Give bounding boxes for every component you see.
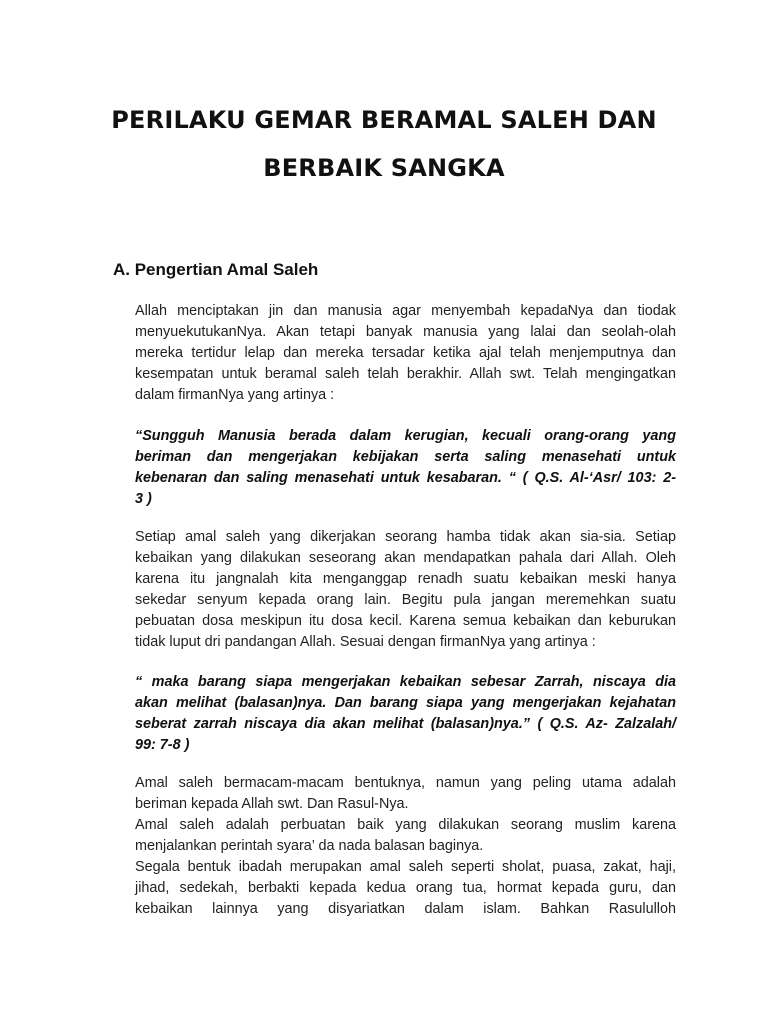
text-line: Amal saleh adalah perbuatan baik yang dilakukan seorang muslim karena xyxy=(135,817,676,833)
paragraph-3 xyxy=(135,773,676,815)
text-line: Allah menciptakan jin dan manusia agar menyembah kepadaNya dan tiodak xyxy=(135,303,676,319)
quote-line: akan melihat (balasan)nya. Dan barang siapa yang mengerjakan kejahatan xyxy=(135,694,676,711)
text-line: mereka tertidur lelap dan mereka tersadar ketika ajal telah menjemputnya dan xyxy=(135,344,676,361)
quote-line: 3 ) xyxy=(135,490,152,507)
text-line: dalam firmanNya yang artinya : xyxy=(135,386,335,403)
text-line: sekedar senyum kepada orang lain. Begitu pula jangan meremehkan suatu xyxy=(135,591,676,608)
quote-line: “ maka barang siapa mengerjakan kebaikan sebesar Zarrah, niscaya dia xyxy=(135,674,676,690)
quote-line: kebenaran dan saling menasehati untuk kesabaran. “ ( Q.S. Al-‘Asr/ 103: 2- xyxy=(135,469,676,486)
text-line: kesempatan untuk beramal saleh telah berakhir. Allah swt. Telah mengingatkan xyxy=(135,365,676,382)
text-line: Segala bentuk ibadah merupakan amal saleh seperti sholat, puasa, zakat, haji, xyxy=(135,859,676,875)
paragraph-1 xyxy=(135,301,676,406)
quote-line: seberat zarrah niscaya dia akan melihat (balasan)nya.” ( Q.S. Az- Zalzalah/ xyxy=(135,715,676,732)
text-line: kebaikan yang dilakukan seseorang akan mendapatkan pahala dari Allah. Oleh xyxy=(135,549,676,566)
text-line: karena itu jangnalah kita menganggap renadh suatu kebaikan meski hanya xyxy=(135,570,676,587)
document-title xyxy=(100,96,668,192)
text-line: tidak luput dri pandangan Allah. Sesuai dengan firmanNya yang artinya : xyxy=(135,633,596,650)
quote-line: 99: 7-8 ) xyxy=(135,736,190,753)
text-line: menyuekutukanNya. Akan tetapi banyak manusia yang lalai dan seolah-olah xyxy=(135,323,676,340)
text-line: beriman kepada Allah swt. Dan Rasul-Nya. xyxy=(135,795,409,812)
quote-zalzalah xyxy=(135,672,676,756)
text-line: pebuatan dosa meskipun itu dosa kecil. Karena semua kebaikan dan keburukan xyxy=(135,612,676,629)
text-line: Amal saleh bermacam-macam bentuknya, namun yang peling utama adalah xyxy=(135,775,676,791)
section-heading: A. Pengertian Amal Saleh xyxy=(113,260,319,279)
quote-line: beriman dan mengerjakan kebijakan serta saling menasehati untuk xyxy=(135,448,676,465)
title-line-1: PERILAKU GEMAR BERAMAL SALEH DAN xyxy=(111,106,657,134)
paragraph-2 xyxy=(135,527,676,652)
text-line: kebaikan lainnya yang disyariatkan dalam islam. Bahkan Rasululloh xyxy=(135,900,676,917)
text-line: menjalankan perintah syara’ da nada balasan baginya. xyxy=(135,837,484,854)
text-line: jihad, sedekah, berbakti kepada kedua orang tua, hormat kepada guru, dan xyxy=(135,879,676,896)
paragraph-4 xyxy=(135,815,676,857)
title-line-2: BERBAIK SANGKA xyxy=(263,154,505,182)
quote-line: “Sungguh Manusia berada dalam kerugian, kecuali orang-orang yang xyxy=(135,428,676,444)
quote-asr xyxy=(135,426,676,510)
text-line: Setiap amal saleh yang dikerjakan seorang hamba tidak akan sia-sia. Setiap xyxy=(135,529,676,545)
paragraph-5 xyxy=(135,857,676,920)
